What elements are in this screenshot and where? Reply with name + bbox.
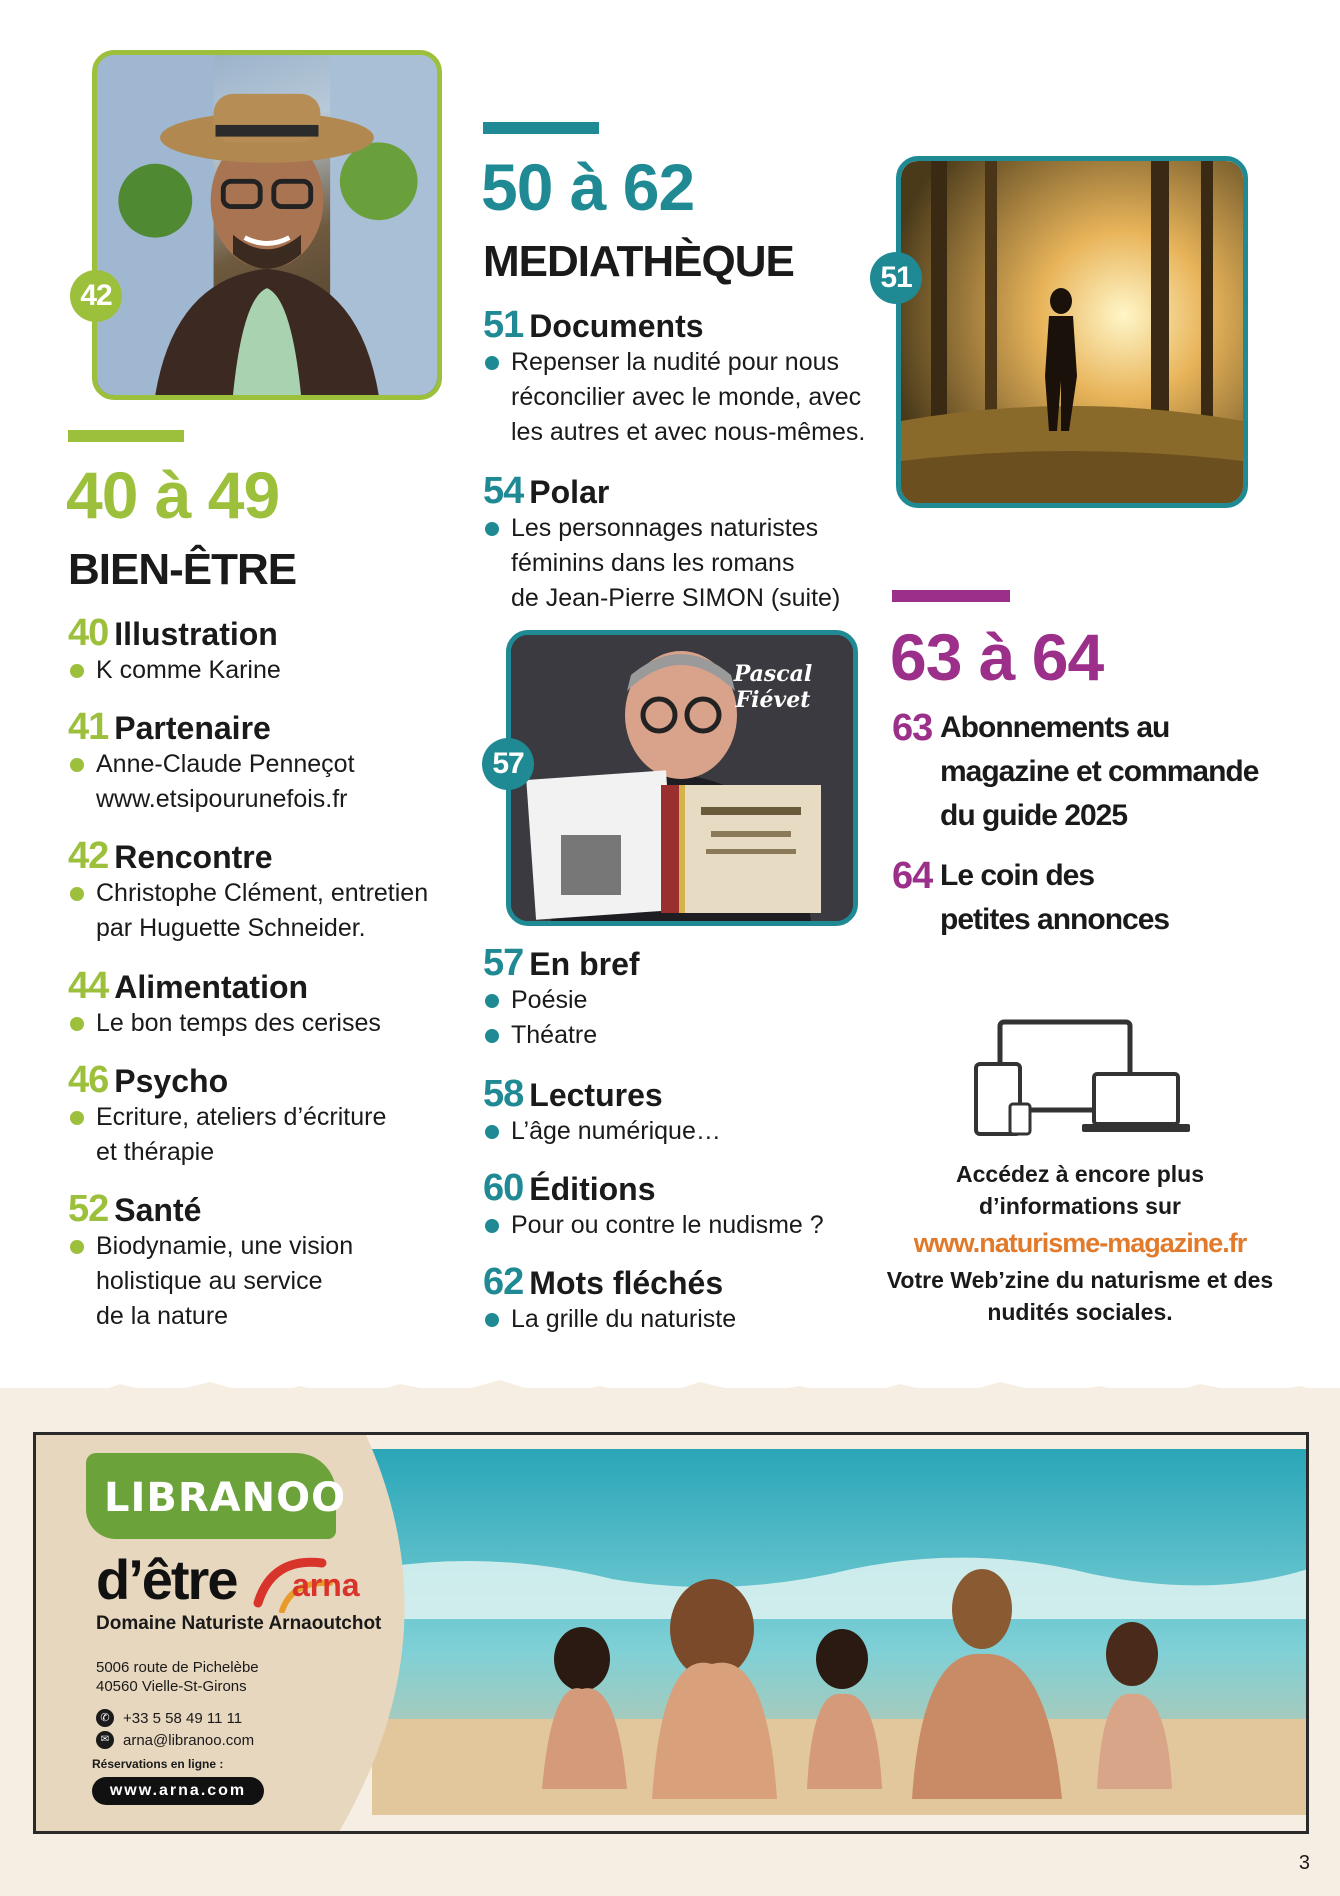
- toc-entry-text: www.etsipourunefois.fr: [96, 785, 348, 813]
- ad-address-line: 40560 Vielle-St-Girons: [96, 1678, 247, 1695]
- photo-caption: Pascal Fiévet: [733, 661, 813, 713]
- toc-page-number: 41: [68, 706, 109, 748]
- toc-entry-mots-fleches[interactable]: [483, 1263, 903, 1337]
- toc-entry-text: Anne-Claude Penneçot: [96, 750, 355, 778]
- web-promo-line: nudités sociales.: [987, 1299, 1173, 1325]
- toc-entry-text: les autres et avec nous-mêmes.: [511, 418, 866, 446]
- email-icon: ✉: [96, 1731, 114, 1749]
- phone-icon: ✆: [96, 1709, 114, 1727]
- toc-entry-title: Alimentation: [114, 969, 309, 1005]
- web-promo: [870, 1158, 1290, 1328]
- libranoo-brand: LIBRANOO: [104, 1475, 347, 1521]
- toc-entry-text: Le bon temps des cerises: [96, 1009, 381, 1037]
- toc-page-number: 42: [68, 835, 109, 877]
- bullet-dot: [70, 1240, 84, 1254]
- toc-entry-text: K comme Karine: [96, 656, 281, 684]
- bullet-dot: [70, 1111, 84, 1125]
- bullet-dot: [485, 994, 499, 1008]
- toc-entry-title: Mots fléchés: [529, 1265, 724, 1301]
- toc-entry-title: du guide 2025: [940, 799, 1128, 832]
- forest-illustration: [901, 161, 1243, 503]
- toc-entry-petites-annonces[interactable]: [892, 854, 1312, 942]
- section-bar-abonnements: [892, 590, 1010, 602]
- toc-entry-text: Christophe Clément, entretien: [96, 879, 429, 907]
- bullet-dot: [485, 1125, 499, 1139]
- toc-page-number: 46: [68, 1059, 109, 1101]
- arna-logo: [252, 1553, 362, 1613]
- toc-entry-en-bref[interactable]: [483, 944, 903, 1053]
- toc-entry-text: par Huguette Schneider.: [96, 914, 366, 942]
- section-title-mediatheque: MEDIATHÈQUE: [483, 237, 794, 286]
- section-bar-bienetre: [68, 430, 184, 442]
- section-range-mediatheque: 50 à 62: [481, 150, 695, 224]
- toc-entry-text: et thérapie: [96, 1138, 215, 1166]
- toc-entry-text: Ecriture, ateliers d’écriture: [96, 1103, 387, 1131]
- toc-entry-illustration[interactable]: [68, 614, 468, 688]
- toc-entry-partenaire[interactable]: [68, 708, 468, 817]
- toc-entry-text: Repenser la nudité pour nous: [511, 348, 840, 376]
- email-address: arna@libranoo.com: [123, 1731, 255, 1749]
- page-number: 3: [1298, 1852, 1310, 1874]
- bullet-dot: [70, 1017, 84, 1031]
- toc-page-number: 58: [483, 1073, 524, 1115]
- bullet-dot: [70, 887, 84, 901]
- toc-entry-title: Abonnements au: [940, 711, 1170, 744]
- devices-icon: [970, 1018, 1190, 1138]
- bullet-dot: [485, 522, 499, 536]
- bullet-dot: [485, 1313, 499, 1327]
- section-title-bienetre: BIEN-ÊTRE: [68, 545, 297, 594]
- toc-entry-title: petites annonces: [940, 903, 1170, 936]
- toc-entry-title: Illustration: [114, 616, 278, 652]
- toc-entry-title: Partenaire: [114, 710, 271, 746]
- toc-entry-text: Les personnages naturistes: [511, 514, 819, 542]
- section-range-bienetre: 40 à 49: [66, 458, 280, 532]
- toc-entry-text: de la nature: [96, 1302, 229, 1330]
- toc-page-number: 64: [892, 855, 933, 897]
- page-badge-42: 42: [70, 270, 122, 322]
- toc-entry-psycho[interactable]: [68, 1061, 468, 1170]
- ad-domain-name: Domaine Naturiste Arnaoutchot: [96, 1613, 382, 1634]
- phone-row[interactable]: [96, 1709, 242, 1727]
- web-promo-url[interactable]: www.naturisme-magazine.fr: [913, 1228, 1247, 1258]
- toc-entry-title: Psycho: [114, 1063, 229, 1099]
- web-promo-line: Votre Web’zine du naturisme et des: [886, 1267, 1274, 1293]
- toc-entry-text: réconcilier avec le monde, avec: [511, 383, 862, 411]
- toc-page-number: 60: [483, 1167, 524, 1209]
- toc-entry-text: La grille du naturiste: [511, 1305, 737, 1333]
- toc-entry-text: féminins dans les romans: [511, 549, 795, 577]
- toc-entry-title: Polar: [529, 474, 610, 510]
- toc-entry-editions[interactable]: [483, 1169, 903, 1243]
- toc-entry-title: Santé: [114, 1192, 202, 1228]
- page-badge-51: 51: [870, 252, 922, 304]
- toc-entry-text: L’âge numérique…: [511, 1117, 721, 1145]
- ad-address-line: 5006 route de Pichelèbe: [96, 1659, 259, 1676]
- web-promo-line: d’informations sur: [979, 1193, 1181, 1219]
- toc-page-number: 44: [68, 965, 109, 1007]
- toc-page-number: 51: [483, 304, 524, 346]
- toc-entry-documents[interactable]: [483, 306, 903, 450]
- toc-entry-text: Poésie: [511, 986, 588, 1014]
- section-bar-mediatheque: [483, 122, 599, 134]
- photo-christophe-clement: [92, 50, 442, 400]
- toc-entry-text: holistique au service: [96, 1267, 323, 1295]
- bullet-dot: [485, 356, 499, 370]
- bullet-dot: [70, 664, 84, 678]
- libranoo-logo: [86, 1453, 347, 1539]
- photo-forest-walker: [896, 156, 1248, 508]
- toc-page-number: 57: [483, 942, 524, 984]
- beach-family-photo: [372, 1449, 1308, 1815]
- arna-wordmark: arna: [292, 1567, 360, 1603]
- toc-entry-title: magazine et commande: [940, 755, 1259, 788]
- toc-entry-lectures[interactable]: [483, 1075, 903, 1149]
- beach-illustration: [372, 1449, 1308, 1815]
- toc-entry-title: Éditions: [529, 1171, 656, 1207]
- booking-url-button[interactable]: www.arna.com: [92, 1777, 264, 1805]
- torn-edge: [0, 1374, 1340, 1414]
- toc-page-number: 40: [68, 612, 109, 654]
- toc-entry-polar[interactable]: [483, 472, 903, 616]
- phone-number: +33 5 58 49 11 11: [123, 1709, 243, 1727]
- toc-entry-title: Lectures: [529, 1077, 663, 1113]
- bullet-dot: [485, 1029, 499, 1043]
- section-range-abonnements: 63 à 64: [890, 620, 1104, 694]
- bullet-dot: [70, 758, 84, 772]
- toc-page-number: 62: [483, 1261, 524, 1303]
- toc-entry-title: Documents: [529, 308, 704, 344]
- toc-page-number: 63: [892, 707, 933, 749]
- toc-entry-abonnements[interactable]: [892, 706, 1312, 838]
- toc-entry-title: Rencontre: [114, 839, 273, 875]
- page-badge-57: 57: [482, 738, 534, 790]
- toc-entry-text: de Jean-Pierre SIMON (suite): [511, 584, 841, 612]
- booking-label: Réservations en ligne :: [92, 1757, 224, 1771]
- toc-page-number: 54: [483, 470, 524, 512]
- toc-entry-text: Biodynamie, une vision: [96, 1232, 354, 1260]
- toc-entry-sante[interactable]: [68, 1190, 468, 1334]
- ad-tagline: d’être: [96, 1548, 237, 1611]
- bullet-dot: [485, 1219, 499, 1233]
- toc-entry-rencontre[interactable]: [68, 837, 468, 946]
- toc-page-number: 52: [68, 1188, 109, 1230]
- email-row[interactable]: [96, 1731, 254, 1749]
- arna-advertisement[interactable]: [33, 1432, 1309, 1834]
- toc-entry-alimentation[interactable]: [68, 967, 468, 1041]
- toc-entry-text: Théatre: [511, 1021, 598, 1049]
- web-promo-line: Accédez à encore plus: [956, 1161, 1204, 1187]
- portrait-illustration: [97, 55, 437, 395]
- toc-entry-title: Le coin des: [940, 859, 1095, 892]
- photo-pascal-fievet: [506, 630, 858, 926]
- toc-entry-text: Pour ou contre le nudisme ?: [511, 1211, 824, 1239]
- toc-entry-title: En bref: [529, 946, 640, 982]
